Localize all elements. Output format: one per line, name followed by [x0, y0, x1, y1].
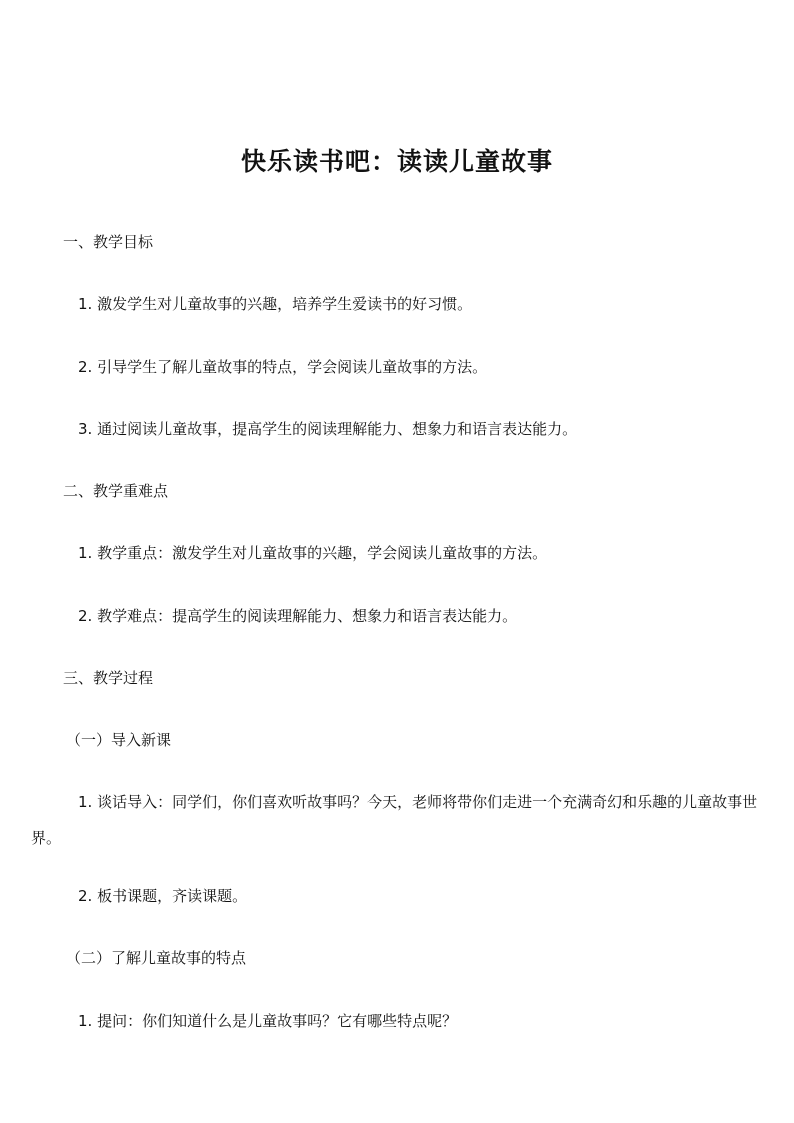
section-heading-process: 三、教学过程 [63, 669, 154, 687]
intro-item-2: 2. 板书课题，齐读课题。 [78, 887, 248, 905]
section-heading-teaching-goals: 一、教学目标 [63, 233, 154, 251]
key-point-item-1: 1. 教学重点：激发学生对儿童故事的兴趣，学会阅读儿童故事的方法。 [78, 544, 548, 562]
goal-item-1: 1. 激发学生对儿童故事的兴趣，培养学生爱读书的好习惯。 [78, 295, 473, 313]
section-heading-key-points: 二、教学重难点 [63, 482, 169, 500]
document-title: 快乐读书吧：读读儿童故事 [240, 147, 553, 176]
subsection-heading-features: （二）了解儿童故事的特点 [66, 949, 247, 967]
key-point-item-2: 2. 教学难点：提高学生的阅读理解能力、想象力和语言表达能力。 [78, 607, 518, 625]
intro-item-1: 1. 谈话导入：同学们，你们喜欢听故事吗？今天，老师将带你们走进一个充满奇幻和乐趣的儿童故事世界。 [31, 793, 758, 847]
features-item-1: 1. 提问：你们知道什么是儿童故事吗？它有哪些特点呢？ [78, 1012, 458, 1030]
goal-item-3: 3. 通过阅读儿童故事，提高学生的阅读理解能力、想象力和语言表达能力。 [78, 420, 578, 438]
subsection-heading-intro: （一）导入新课 [66, 731, 172, 749]
goal-item-2: 2. 引导学生了解儿童故事的特点，学会阅读儿童故事的方法。 [78, 358, 488, 376]
